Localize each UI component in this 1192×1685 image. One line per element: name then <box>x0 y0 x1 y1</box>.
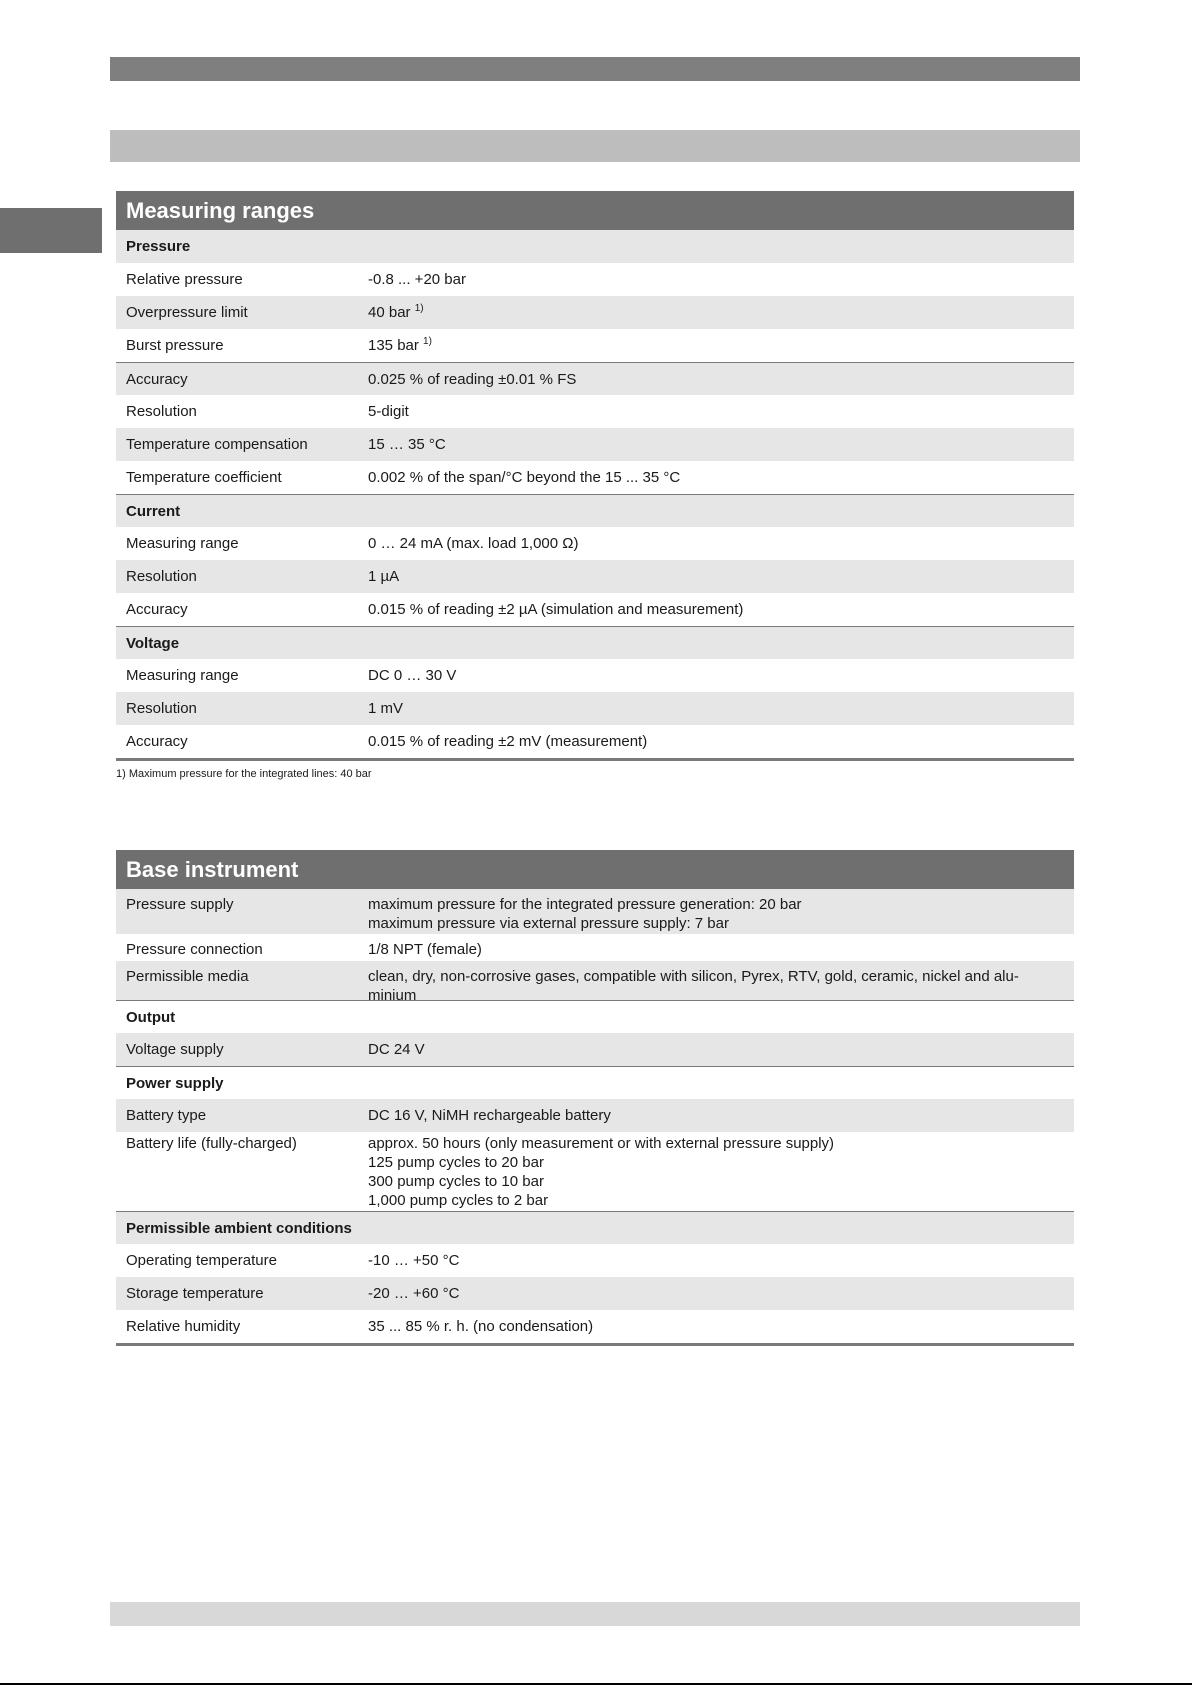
table-row <box>116 1099 1074 1132</box>
row-label: Battery type <box>126 1107 207 1124</box>
table-row <box>116 395 1074 428</box>
row-label: Storage temperature <box>126 1285 264 1302</box>
row-value <box>368 895 1074 934</box>
value-text: 135 bar <box>368 337 419 354</box>
row-value: DC 16 V, NiMH rechargeable battery <box>368 1107 611 1124</box>
footnote-ref: 1) <box>414 303 424 314</box>
table-row <box>116 1132 1074 1211</box>
row-label: Accuracy <box>126 370 188 388</box>
row-value: -0.8 ... +20 bar <box>368 271 466 288</box>
row-value: 1/8 NPT (female) <box>368 941 482 958</box>
table-row <box>116 692 1074 725</box>
row-label: Relative humidity <box>126 1318 241 1335</box>
row-label: Battery life (fully-charged) <box>126 1135 297 1152</box>
row-value: 35 ... 85 % r. h. (no condensation) <box>368 1318 594 1335</box>
footnote: 1) Maximum pressure for the integrated lines: 40 bar <box>116 768 372 780</box>
row-label: Resolution <box>126 700 197 717</box>
table-row <box>116 725 1074 758</box>
footnote-ref: 1) <box>423 336 432 347</box>
row-label: Permissible media <box>126 968 249 985</box>
group-row-voltage <box>116 626 1074 659</box>
row-label: Accuracy <box>126 733 188 750</box>
group-heading: Voltage <box>126 634 180 652</box>
table-row <box>116 1033 1074 1066</box>
row-label: Overpressure limit <box>126 304 248 321</box>
row-value: 0.015 % of reading ±2 µA (simulation and measurement) <box>368 601 744 618</box>
row-label: Measuring range <box>126 535 239 552</box>
row-label: Pressure supply <box>126 896 234 913</box>
row-value: DC 0 … 30 V <box>368 667 457 684</box>
value-line: minium <box>368 987 417 1004</box>
table-title: Measuring ranges <box>116 191 1074 230</box>
row-value: -10 … +50 °C <box>368 1252 460 1269</box>
row-value: 5-digit <box>368 403 409 420</box>
table-row <box>116 889 1074 934</box>
row-value: 0.015 % of reading ±2 mV (measurement) <box>368 733 648 750</box>
row-label: Voltage supply <box>126 1041 224 1058</box>
table-row <box>116 934 1074 961</box>
row-label: Measuring range <box>126 667 239 684</box>
row-value <box>368 967 1074 1004</box>
table-bottom-rule <box>116 1343 1074 1346</box>
measuring-ranges-table <box>116 191 1074 761</box>
table-row <box>116 461 1074 494</box>
value-line: maximum pressure via external pressure supply: 7 bar <box>368 915 729 932</box>
table-row <box>116 1277 1074 1310</box>
table-row <box>116 362 1074 395</box>
table-row <box>116 659 1074 692</box>
value-line: approx. 50 hours (only measurement or with external pressure supply) <box>368 1135 835 1152</box>
row-value: 0.025 % of reading ±0.01 % FS <box>368 370 577 388</box>
value-line: maximum pressure for the integrated pressure generation: 20 bar <box>368 896 802 913</box>
chapter-tab <box>0 208 102 253</box>
group-heading: Current <box>126 502 181 520</box>
table-row <box>116 961 1074 1004</box>
row-value: 1 mV <box>368 700 404 717</box>
group-heading: Power supply <box>126 1074 224 1092</box>
base-instrument-table <box>116 850 1074 1346</box>
row-value: 0 … 24 mA (max. load 1,000 Ω) <box>368 535 579 552</box>
row-value: 0.002 % of the span/°C beyond the 15 ... 35 °C <box>368 469 681 486</box>
group-row-power-supply <box>116 1066 1074 1099</box>
row-label: Pressure connection <box>126 941 263 958</box>
value-text: 40 bar <box>368 304 411 321</box>
table-row <box>116 527 1074 560</box>
row-label: Accuracy <box>126 601 188 618</box>
row-value: DC 24 V <box>368 1041 425 1058</box>
group-heading: Permissible ambient conditions <box>126 1219 352 1237</box>
row-label: Temperature coefficient <box>126 469 282 486</box>
table-row <box>116 428 1074 461</box>
row-value: 15 … 35 °C <box>368 436 446 453</box>
row-label: Temperature compensation <box>126 436 308 453</box>
row-label: Resolution <box>126 403 197 420</box>
row-label: Relative pressure <box>126 271 243 288</box>
value-line: clean, dry, non-corrosive gases, compatible with silicon, Pyrex, RTV, gold, ceramic, nickel and alu- <box>368 968 1019 985</box>
value-line: 300 pump cycles to 10 bar <box>368 1173 544 1190</box>
row-value: -20 … +60 °C <box>368 1285 460 1302</box>
group-row-pressure <box>116 230 1074 263</box>
row-value <box>368 1134 1074 1211</box>
table-title: Base instrument <box>116 850 1074 889</box>
footer-bar <box>110 1602 1080 1626</box>
table-row <box>116 593 1074 626</box>
value-line: 1,000 pump cycles to 2 bar <box>368 1192 549 1209</box>
row-label: Burst pressure <box>126 337 224 354</box>
header-bar <box>110 57 1080 81</box>
row-label: Operating temperature <box>126 1252 277 1269</box>
row-value <box>368 336 1074 355</box>
group-row-current <box>116 494 1074 527</box>
row-value: 1 µA <box>368 568 400 585</box>
table-bottom-rule <box>116 758 1074 761</box>
table-row <box>116 263 1074 296</box>
table-row <box>116 296 1074 329</box>
table-row <box>116 1310 1074 1343</box>
value-line: 125 pump cycles to 20 bar <box>368 1154 544 1171</box>
subheader-bar <box>110 130 1080 162</box>
row-value <box>368 303 1074 322</box>
row-label: Resolution <box>126 568 197 585</box>
table-row <box>116 1244 1074 1277</box>
table-row <box>116 329 1074 362</box>
group-heading: Output <box>126 1008 176 1026</box>
group-heading: Pressure <box>126 238 191 255</box>
group-row-ambient <box>116 1211 1074 1244</box>
table-row <box>116 560 1074 593</box>
